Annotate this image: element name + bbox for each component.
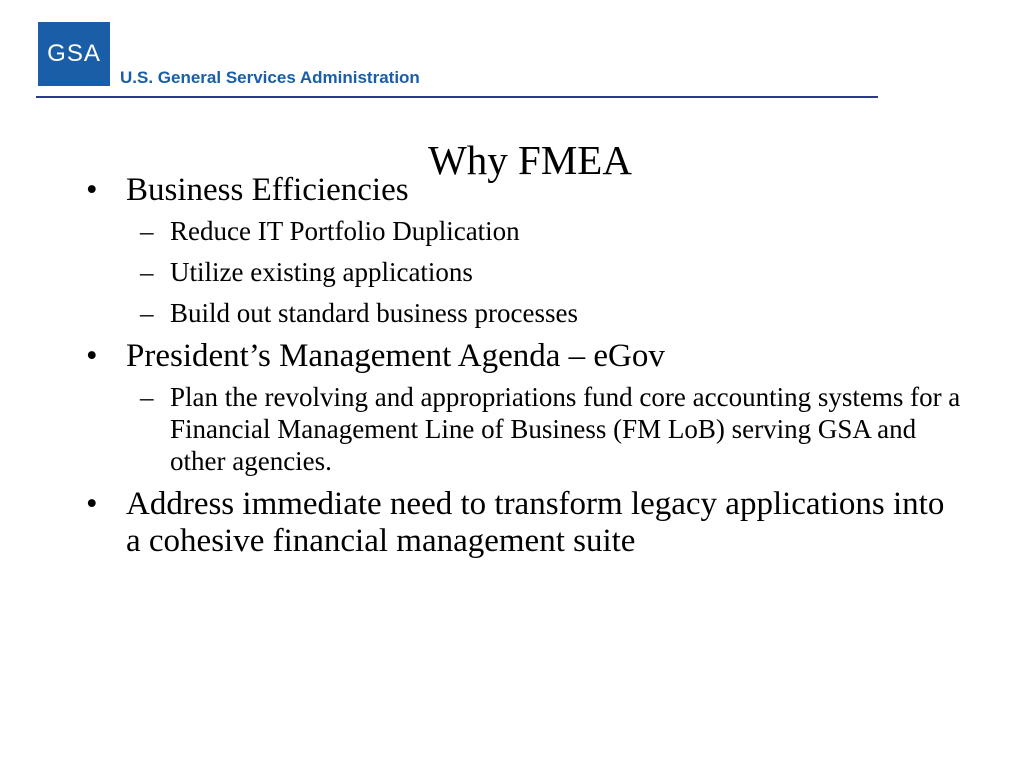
sub-list [84, 215, 964, 329]
bullet-item [84, 172, 964, 209]
sub-item-text: Plan the revolving and appropriations fund core accounting systems for a Financial Management Line of Business (FM LoB) serving GSA and other agencies. [170, 382, 961, 476]
sub-item [84, 256, 964, 288]
sub-item [84, 381, 964, 477]
sub-bullet-marker: – [140, 257, 154, 287]
sub-item-text: Build out standard business processes [170, 298, 578, 328]
bullet-marker: • [86, 172, 98, 208]
agency-name: U.S. General Services Administration [120, 68, 420, 87]
bullet-text: Business Efficiencies [126, 172, 409, 208]
gsa-logo [38, 22, 110, 86]
bullet-item [84, 338, 964, 375]
sub-bullet-marker: – [140, 382, 154, 412]
bullet-text: Address immediate need to transform legacy applications into a cohesive financial management suite [126, 486, 945, 559]
sub-item-text: Utilize existing applications [170, 257, 473, 287]
gsa-logo-text: GSA [47, 40, 101, 67]
sub-bullet-marker: – [140, 298, 154, 328]
bullet-marker: • [86, 338, 98, 374]
bullet-text: President’s Management Agenda – eGov [126, 338, 665, 374]
slide-header [0, 0, 1024, 110]
bullet-marker: • [86, 486, 98, 522]
slide-content [84, 172, 964, 566]
sub-item-text: Reduce IT Portfolio Duplication [170, 216, 520, 246]
sub-item [84, 297, 964, 329]
bullet-item [84, 486, 964, 560]
sub-item [84, 215, 964, 247]
sub-bullet-marker: – [140, 216, 154, 246]
header-divider [36, 96, 878, 98]
slide-title: Why FMEA [428, 137, 632, 183]
sub-list [84, 381, 964, 477]
